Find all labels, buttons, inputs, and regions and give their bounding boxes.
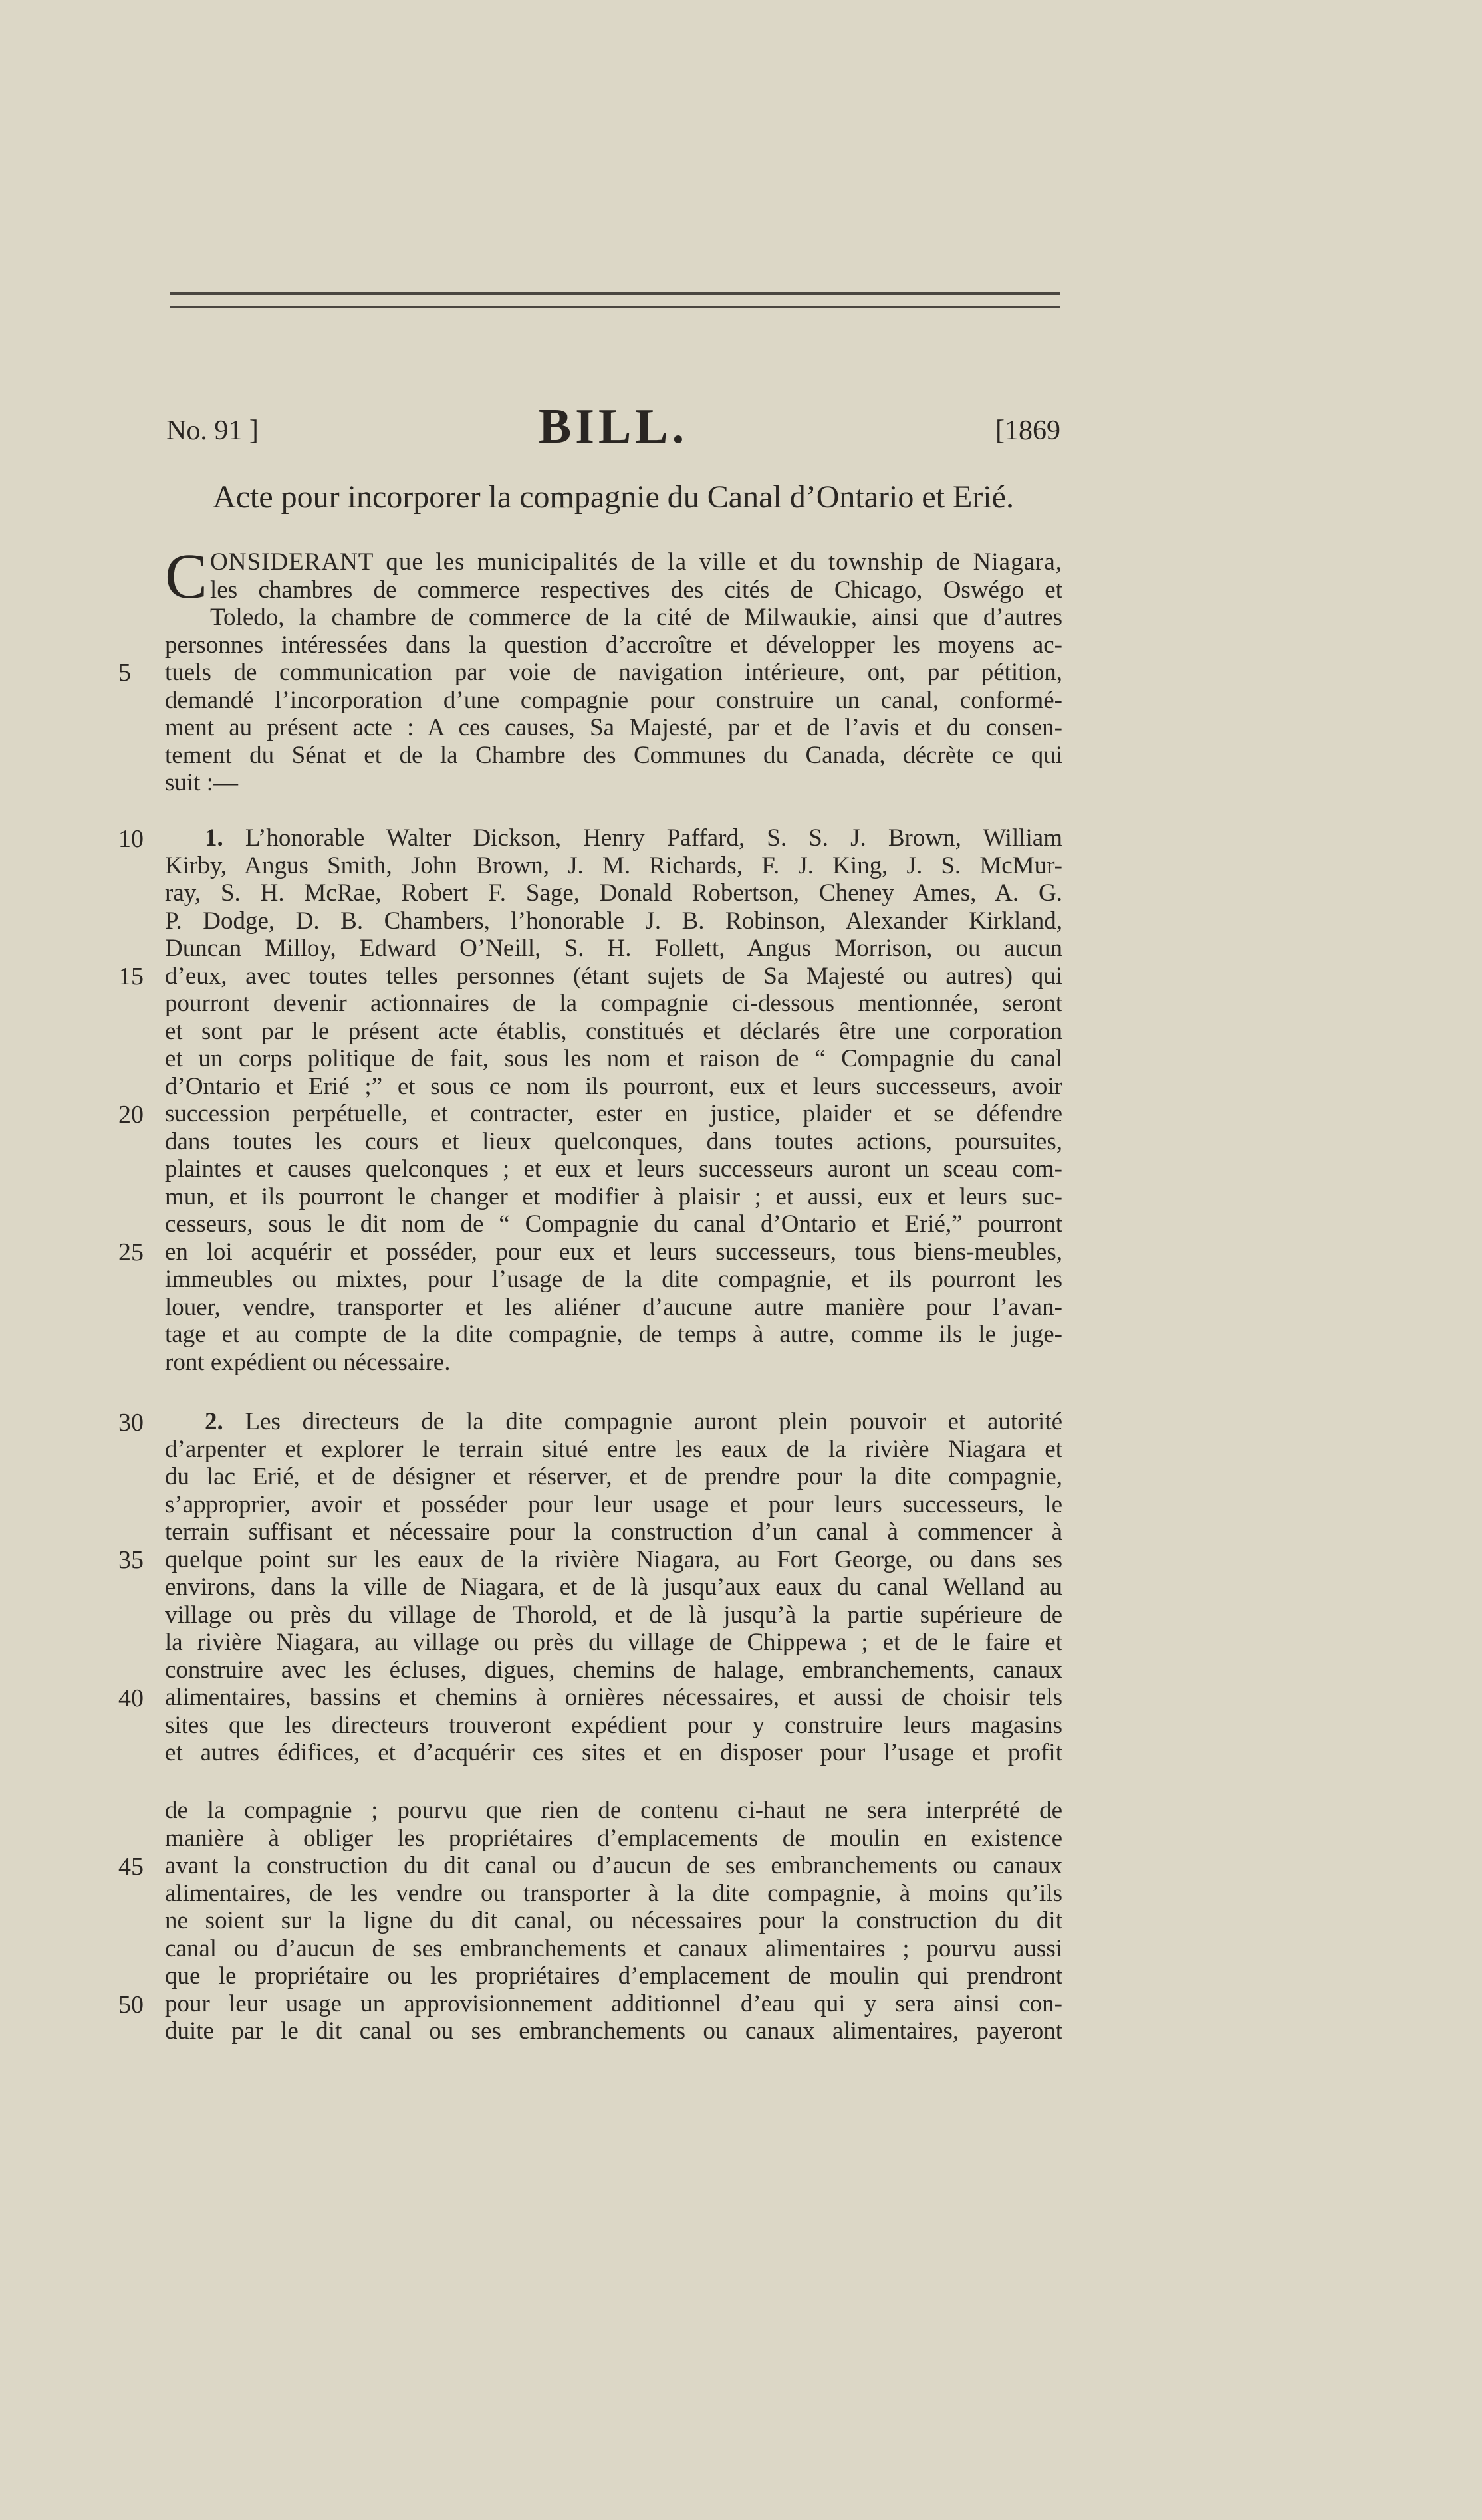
text-line: pour leur usage un approvisionnement additionnel d’eau qui y sera ainsi con-	[165, 1990, 1062, 2017]
bill-header	[166, 399, 1060, 459]
text-line: en loi acquérir et posséder, pour eux et leurs successeurs, tous biens-meubles,	[165, 1238, 1062, 1266]
text-line: personnes intéressées dans la question d’accroître et développer les moyens ac-	[165, 631, 1062, 659]
text-line: duite par le dit canal ou ses embranchements ou canaux alimentaires, payeront	[165, 2017, 1062, 2045]
text-line: environs, dans la ville de Niagara, et de là jusqu’aux eaux du canal Welland au	[165, 1573, 1062, 1601]
text-line: tement du Sénat et de la Chambre des Communes du Canada, décrète ce qui	[165, 741, 1062, 769]
preamble	[165, 540, 1062, 797]
margin-line-number: 40	[118, 1684, 144, 1712]
text-line: alimentaires, bassins et chemins à ornières nécessaires, et aussi de choisir tels	[165, 1684, 1062, 1711]
margin-line-number: 25	[118, 1238, 144, 1266]
margin-line-number: 5	[118, 659, 131, 687]
section-2	[165, 1408, 1062, 1767]
bill-number: No. 91 ]	[166, 415, 259, 446]
text-line: village ou près du village de Thorold, et de là jusqu’à la partie supérieure de	[165, 1601, 1062, 1629]
drop-cap: C	[165, 540, 208, 612]
text-line: Kirby, Angus Smith, John Brown, J. M. Richards, F. J. King, J. S. McMur-	[165, 852, 1062, 879]
text-line: ront expédient ou nécessaire.	[165, 1348, 451, 1376]
text-line: tuels de communication par voie de navigation intérieure, ont, par pétition,	[165, 659, 1062, 686]
text-line: P. Dodge, D. B. Chambers, l’honorable J. B. Robinson, Alexander Kirkland,	[165, 907, 1062, 935]
text-line: Duncan Milloy, Edward O’Neill, S. H. Follett, Angus Morrison, ou aucun	[165, 935, 1062, 962]
text-line: manière à obliger les propriétaires d’emplacements de moulin en existence	[165, 1824, 1062, 1852]
margin-line-number: 10	[118, 825, 144, 853]
margin-line-number: 30	[118, 1409, 144, 1436]
text-line: les chambres de commerce respectives des cités de Chicago, Oswégo et	[210, 576, 1062, 604]
text-line: la rivière Niagara, au village ou près du village de Chippewa ; et de le faire et	[165, 1629, 1062, 1656]
text-line: que le propriétaire ou les propriétaires d’emplacement de moulin qui prendront	[165, 1962, 1062, 1990]
text-line: immeubles ou mixtes, pour l’usage de la dite compagnie, et ils pourront les	[165, 1266, 1062, 1293]
text-line: plaintes et causes quelconques ; et eux et leurs successeurs auront un sceau com-	[165, 1155, 1062, 1183]
text-line: ment au présent acte : A ces causes, Sa Majesté, par et de l’avis et du consen-	[165, 714, 1062, 741]
text-line: Toledo, la chambre de commerce de la cité de Milwaukie, ainsi que d’autres	[210, 604, 1062, 631]
text-line: du lac Erié, et de désigner et réserver, et de prendre pour la dite compagnie,	[165, 1463, 1062, 1490]
text-line: et un corps politique de fait, sous les nom et raison de “ Compagnie du canal	[165, 1045, 1062, 1072]
text-line: alimentaires, de les vendre ou transporter à la dite compagnie, à moins qu’ils	[165, 1879, 1062, 1907]
text-line: s’approprier, avoir et posséder pour leur usage et pour leurs successeurs, le	[165, 1490, 1062, 1518]
text-line: succession perpétuelle, et contracter, ester en justice, plaider et se défendre	[165, 1100, 1062, 1127]
margin-line-number: 20	[118, 1101, 144, 1129]
margin-line-number: 15	[118, 963, 144, 990]
text-line	[165, 1408, 1062, 1436]
section-number: 2.	[205, 1408, 223, 1435]
text-line: et autres édifices, et d’acquérir ces sites et en disposer pour l’usage et profit	[165, 1739, 1062, 1766]
section-number: 1.	[205, 824, 223, 852]
text-line: cesseurs, sous le dit nom de “ Compagnie du canal d’Ontario et Erié,” pourront	[165, 1210, 1062, 1238]
section-1-first-line: L’honorable Walter Dickson, Henry Paffard, S. S. J. Brown, William	[245, 824, 1063, 852]
text-line: pourront devenir actionnaires de la compagnie ci-dessous mentionnée, seront	[165, 990, 1062, 1017]
text-line: quelque point sur les eaux de la rivière Niagara, au Fort George, ou dans ses	[165, 1546, 1062, 1573]
text-line: et sont par le présent acte établis, constitués et déclarés être une corporation	[165, 1017, 1062, 1045]
section-2-first-line: Les directeurs de la dite compagnie auront plein pouvoir et autorité	[245, 1408, 1062, 1435]
text-line: louer, vendre, transporter et les aliéner d’aucune autre manière pour l’avan-	[165, 1293, 1062, 1321]
text-line: construire avec les écluses, digues, chemins de halage, embranchements, canaux	[165, 1656, 1062, 1684]
text-line: terrain suffisant et nécessaire pour la construction d’un canal à commencer à	[165, 1518, 1062, 1546]
margin-line-number: 45	[118, 1853, 144, 1881]
text-line: mun, et ils pourront le changer et modifier à plaisir ; et aussi, eux et leurs suc-	[165, 1183, 1062, 1210]
margin-line-number: 35	[118, 1546, 144, 1574]
text-line: sites que les directeurs trouveront expédient pour y construire leurs magasins	[165, 1711, 1062, 1739]
text-line: de la compagnie ; pourvu que rien de contenu ci-haut ne sera interprété de	[165, 1797, 1062, 1824]
margin-line-number: 50	[118, 1991, 144, 2019]
text-line	[165, 824, 1062, 852]
text-line: d’eux, avec toutes telles personnes (étant sujets de Sa Majesté ou autres) qui	[165, 962, 1062, 990]
text-line: demandé l’incorporation d’une compagnie pour construire un canal, conformé-	[165, 686, 1062, 714]
text-line: dans toutes les cours et lieux quelconques, dans toutes actions, poursuites,	[165, 1127, 1062, 1155]
text-line: d’Ontario et Erié ;” et sous ce nom ils pourront, eux et leurs successeurs, avoir	[165, 1072, 1062, 1100]
bill-year: [1869	[995, 415, 1060, 446]
text-line: canal ou d’aucun de ses embranchements et canaux alimentaires ; pourvu aussi	[165, 1934, 1062, 1962]
text-line: tage et au compte de la dite compagnie, de temps à autre, comme ils le juge-	[165, 1321, 1062, 1348]
text-line: d’arpenter et explorer le terrain situé entre les eaux de la rivière Niagara et	[165, 1435, 1062, 1463]
text-line: ray, S. H. McRae, Robert F. Sage, Donald Robertson, Cheney Ames, A. G.	[165, 879, 1062, 907]
bill-title: Acte pour incorporer la compagnie du Canal d’Ontario et Erié.	[213, 479, 1014, 515]
text-line: avant la construction du dit canal ou d’aucun de ses embranchements ou canaux	[165, 1852, 1062, 1879]
top-double-rule	[170, 292, 1060, 308]
text-line: ONSIDERANT que les municipalités de la ville et du township de Niagara,	[210, 548, 1062, 576]
text-line: ne soient sur la ligne du dit canal, ou nécessaires pour la construction du dit	[165, 1907, 1062, 1934]
bill-label: BILL.	[538, 400, 689, 454]
section-2-continuation	[165, 1797, 1062, 2045]
text-line: suit :—	[165, 769, 238, 796]
section-1	[165, 824, 1062, 1376]
